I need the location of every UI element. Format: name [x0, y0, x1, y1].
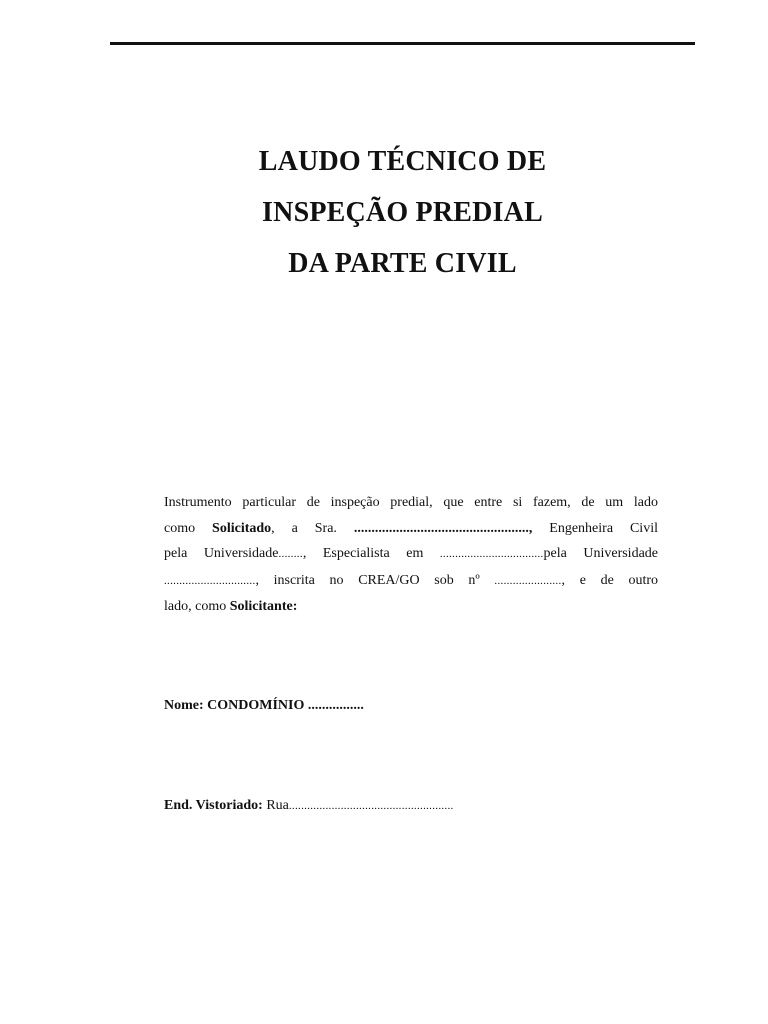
intro-line-1 [164, 490, 658, 516]
intro-text: como [164, 520, 213, 536]
intro-text: , e de outro [561, 572, 658, 588]
document-title [110, 136, 695, 289]
endereco-placeholder-dots: ...................................................... [288, 800, 454, 812]
endereco-field [164, 796, 454, 816]
solicitado-label: Solicitado [212, 520, 272, 536]
university2-placeholder-dots: .............................. [164, 574, 256, 587]
crea-number-placeholder-dots: ...................... [494, 574, 562, 587]
endereco-label: End. Vistoriado: [164, 798, 263, 813]
title-line-3: DA PARTE CIVIL [288, 248, 517, 279]
specialty-placeholder-dots: .................................. [439, 548, 544, 560]
nome-label: Nome: [164, 698, 204, 713]
intro-text: , a Sra. [271, 520, 354, 536]
intro-text: Instrumento particular de inspeção predial, que entre si fazem, de um lado [164, 495, 658, 510]
solicitante-label: Solicitante: [229, 599, 298, 614]
intro-text: pela Universidade [543, 546, 659, 561]
intro-text: lado, como [164, 599, 230, 614]
intro-text: , Especialista em [302, 546, 440, 561]
intro-line-2 [164, 516, 658, 542]
intro-line-3 [164, 541, 658, 568]
title-line-1: LAUDO TÉCNICO DE [258, 146, 547, 177]
university-placeholder-dots: ........ [278, 548, 303, 560]
top-horizontal-rule [110, 42, 695, 45]
intro-text: Engenheira Civil [532, 520, 658, 536]
nome-value: CONDOMÍNIO ................ [207, 698, 364, 713]
title-line-2: INSPEÇÃO PREDIAL [262, 197, 543, 228]
intro-line-4 [164, 568, 658, 595]
endereco-value: Rua [266, 798, 289, 813]
nome-field [164, 696, 364, 716]
name-placeholder-dots: .................................................., [353, 520, 533, 536]
intro-paragraph [164, 490, 658, 620]
intro-line-5 [164, 594, 658, 620]
intro-text: , inscrita no CREA/GO sob nº [255, 572, 495, 588]
intro-text: pela Universidade [164, 546, 279, 561]
